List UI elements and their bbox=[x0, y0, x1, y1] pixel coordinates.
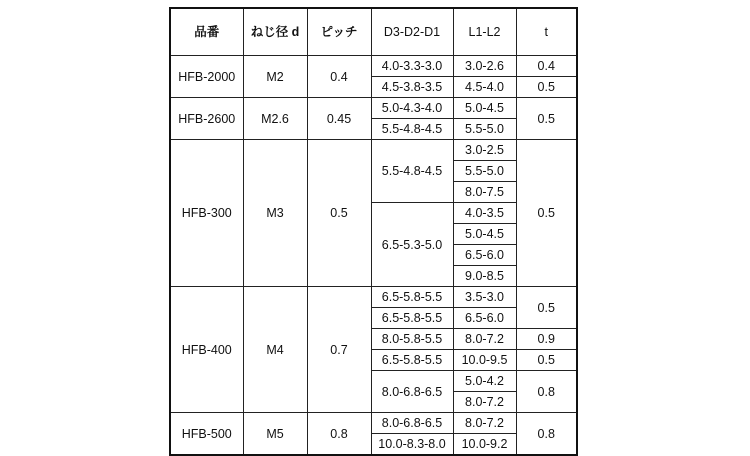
t-cell: 0.5 bbox=[516, 98, 577, 140]
pitch-cell: 0.8 bbox=[307, 413, 371, 456]
l-cell: 6.5-6.0 bbox=[453, 308, 516, 329]
t-cell: 0.4 bbox=[516, 56, 577, 77]
header-pitch: ピッチ bbox=[307, 8, 371, 56]
l-cell: 3.0-2.5 bbox=[453, 140, 516, 161]
table-row bbox=[170, 413, 577, 434]
l-cell: 8.0-7.5 bbox=[453, 182, 516, 203]
header-t: t bbox=[516, 8, 577, 56]
header-thread-diameter: ねじ径 d bbox=[243, 8, 307, 56]
part-number-cell: HFB-400 bbox=[170, 287, 243, 413]
thread-cell: M5 bbox=[243, 413, 307, 456]
d-cell: 5.0-4.3-4.0 bbox=[371, 98, 453, 119]
thread-cell: M3 bbox=[243, 140, 307, 287]
d-cell: 10.0-8.3-8.0 bbox=[371, 434, 453, 456]
t-cell: 0.8 bbox=[516, 413, 577, 456]
part-number-cell: HFB-2600 bbox=[170, 98, 243, 140]
l-cell: 3.5-3.0 bbox=[453, 287, 516, 308]
table-row bbox=[170, 287, 577, 308]
t-cell: 0.5 bbox=[516, 287, 577, 329]
header-row bbox=[170, 8, 577, 56]
d-cell: 4.5-3.8-3.5 bbox=[371, 77, 453, 98]
table-row bbox=[170, 56, 577, 77]
l-cell: 9.0-8.5 bbox=[453, 266, 516, 287]
t-cell: 0.9 bbox=[516, 329, 577, 350]
l-cell: 5.0-4.5 bbox=[453, 224, 516, 245]
table-row bbox=[170, 98, 577, 119]
header-d3-d2-d1: D3-D2-D1 bbox=[371, 8, 453, 56]
part-number-cell: HFB-500 bbox=[170, 413, 243, 456]
d-cell: 8.0-6.8-6.5 bbox=[371, 413, 453, 434]
thread-cell: M2.6 bbox=[243, 98, 307, 140]
spec-table bbox=[169, 7, 578, 456]
l-cell: 8.0-7.2 bbox=[453, 392, 516, 413]
l-cell: 3.0-2.6 bbox=[453, 56, 516, 77]
header-part-number: 品番 bbox=[170, 8, 243, 56]
l-cell: 5.0-4.2 bbox=[453, 371, 516, 392]
part-number-cell: HFB-2000 bbox=[170, 56, 243, 98]
t-cell: 0.5 bbox=[516, 140, 577, 287]
l-cell: 6.5-6.0 bbox=[453, 245, 516, 266]
t-cell: 0.5 bbox=[516, 77, 577, 98]
part-number-cell: HFB-300 bbox=[170, 140, 243, 287]
l-cell: 8.0-7.2 bbox=[453, 329, 516, 350]
d-cell: 4.0-3.3-3.0 bbox=[371, 56, 453, 77]
t-cell: 0.5 bbox=[516, 350, 577, 371]
d-cell: 5.5-4.8-4.5 bbox=[371, 119, 453, 140]
d-cell: 6.5-5.8-5.5 bbox=[371, 308, 453, 329]
pitch-cell: 0.4 bbox=[307, 56, 371, 98]
header-l1-l2: L1-L2 bbox=[453, 8, 516, 56]
d-cell: 5.5-4.8-4.5 bbox=[371, 140, 453, 203]
pitch-cell: 0.5 bbox=[307, 140, 371, 287]
l-cell: 5.5-5.0 bbox=[453, 119, 516, 140]
pitch-cell: 0.7 bbox=[307, 287, 371, 413]
l-cell: 8.0-7.2 bbox=[453, 413, 516, 434]
table-row bbox=[170, 140, 577, 161]
d-cell: 8.0-5.8-5.5 bbox=[371, 329, 453, 350]
thread-cell: M2 bbox=[243, 56, 307, 98]
l-cell: 4.0-3.5 bbox=[453, 203, 516, 224]
l-cell: 4.5-4.0 bbox=[453, 77, 516, 98]
d-cell: 6.5-5.8-5.5 bbox=[371, 350, 453, 371]
d-cell: 6.5-5.3-5.0 bbox=[371, 203, 453, 287]
l-cell: 10.0-9.2 bbox=[453, 434, 516, 456]
t-cell: 0.8 bbox=[516, 371, 577, 413]
l-cell: 5.5-5.0 bbox=[453, 161, 516, 182]
thread-cell: M4 bbox=[243, 287, 307, 413]
l-cell: 10.0-9.5 bbox=[453, 350, 516, 371]
d-cell: 8.0-6.8-6.5 bbox=[371, 371, 453, 413]
d-cell: 6.5-5.8-5.5 bbox=[371, 287, 453, 308]
pitch-cell: 0.45 bbox=[307, 98, 371, 140]
l-cell: 5.0-4.5 bbox=[453, 98, 516, 119]
